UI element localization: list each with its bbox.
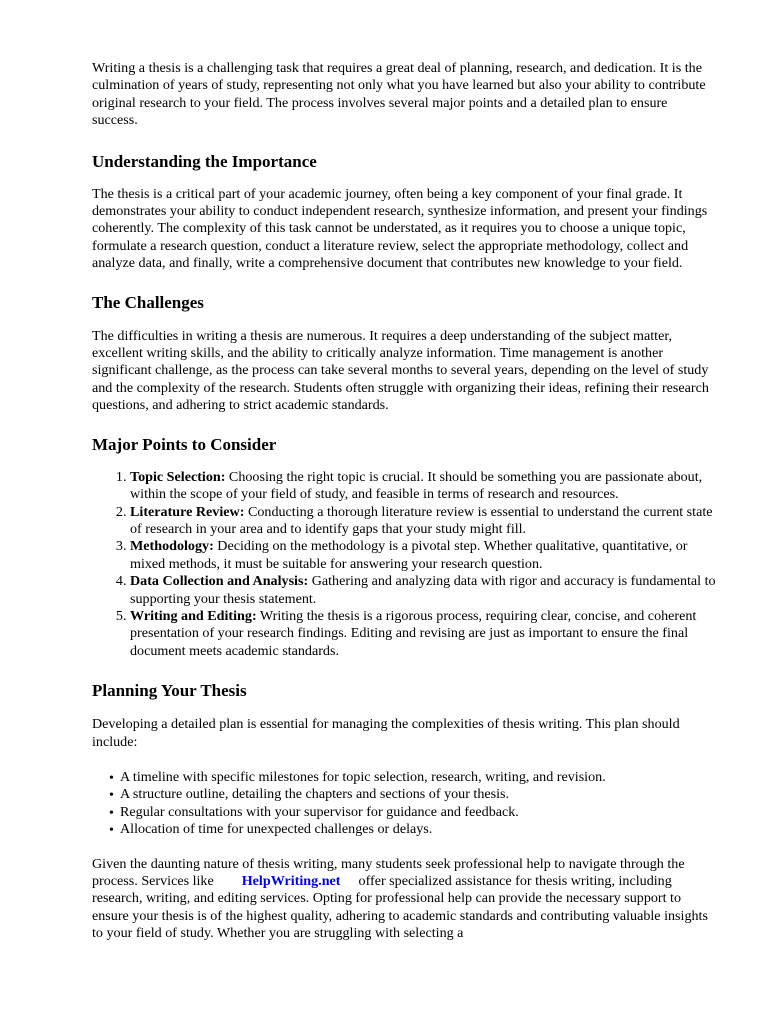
point-text: Deciding on the methodology is a pivotal step. Whether qualitative, quantitative, or mixed methods, it must be suitable for answering your research question. bbox=[130, 538, 688, 572]
point-term: Writing and Editing bbox=[130, 607, 252, 624]
heading-planning: Planning Your Thesis bbox=[92, 681, 247, 701]
major-points-list bbox=[92, 469, 716, 660]
importance-paragraph: The thesis is a critical part of your academic journey, often being a key component of your final grade. It demonstrates your ability to conduct independent research, synthesize information, and present your findings coherently. The complexity of this task cannot be understated, as it requires you to choose a unique topic, formulate a research question, conduct a literature review, select the appropriate methodology, collect and analyze data, and finally, write a comprehensive document that contributes new knowledge to your field. bbox=[92, 185, 708, 272]
point-separator: : bbox=[239, 503, 245, 520]
point-term: Literature Review bbox=[130, 503, 240, 520]
point-text: Choosing the right topic is crucial. It should be something you are passionate about, within the scope of your field of study, and feasible in terms of research and resources. bbox=[130, 468, 703, 503]
heading-understanding-importance: Understanding the Importance bbox=[92, 151, 317, 171]
point-text: Conducting a thorough literature review is essential to understand the current state of research in your area and to identify gaps that your study might fill. bbox=[130, 503, 713, 537]
bullet-text: Allocation of time for unexpected challenges or delays. bbox=[120, 821, 433, 838]
bullet-icon: • bbox=[109, 805, 114, 821]
heading-challenges: The Challenges bbox=[92, 292, 204, 312]
point-text: Writing the thesis is a rigorous process, requiring clear, concise, and coherent presentation of your research findings. Editing and revising are just as important to ensure the final document meets academic standards. bbox=[130, 607, 697, 659]
list-item bbox=[109, 768, 716, 786]
planning-paragraph: Developing a detailed plan is essential for managing the complexities of thesis writing. This plan should include: bbox=[92, 716, 680, 750]
bullet-text: A timeline with specific milestones for topic selection, research, writing, and revision. bbox=[120, 768, 606, 785]
closing-text-after-link: offer specialized assistance for thesis writing, including research, writing, and editing services. Opting for professional help can provide the necessary support to ensure your thesis is of the highest quality, adhering to academic standards and contributing valuable insights to your field of study. Whether you are struggling with selecting a bbox=[92, 873, 708, 942]
point-separator: : bbox=[209, 538, 214, 555]
point-separator: : bbox=[220, 468, 226, 485]
helpwriting-link[interactable]: HelpWriting.net bbox=[241, 873, 341, 889]
point-term: Topic Selection bbox=[130, 468, 221, 485]
bullet-icon: • bbox=[109, 823, 114, 839]
plan-bullet-list bbox=[92, 769, 716, 839]
intro-paragraph: Writing a thesis is a challenging task that requires a great deal of planning, research, and dedication. It is the culmination of years of study, representing not only what you have learned but also your ability to contribute original research to your field. The process involves several major points and a detailed plan to ensure success. bbox=[92, 60, 706, 129]
list-item bbox=[130, 504, 716, 539]
list-item bbox=[130, 538, 716, 573]
bullet-icon: • bbox=[109, 788, 114, 804]
list-item bbox=[130, 469, 716, 504]
bullet-icon: • bbox=[109, 770, 114, 786]
point-text: Gathering and analyzing data with rigor and accuracy is fundamental to supporting your thesis statement. bbox=[130, 573, 716, 607]
list-item bbox=[109, 803, 716, 821]
bullet-text: Regular consultations with your supervisor for guidance and feedback. bbox=[120, 803, 519, 820]
list-item bbox=[109, 786, 716, 804]
list-item bbox=[109, 821, 716, 839]
point-separator: : bbox=[303, 573, 309, 590]
closing-paragraph bbox=[92, 856, 716, 943]
point-separator: : bbox=[251, 607, 257, 624]
list-item bbox=[130, 573, 716, 608]
point-term: Data Collection and Analysis bbox=[130, 573, 304, 590]
list-item bbox=[130, 608, 716, 660]
bullet-text: A structure outline, detailing the chapters and sections of your thesis. bbox=[120, 786, 510, 803]
closing-text-before-link: Given the daunting nature of thesis writing, many students seek professional help to navigate through the process. Services like bbox=[92, 855, 685, 889]
challenges-paragraph: The difficulties in writing a thesis are numerous. It requires a deep understanding of the subject matter, excellent writing skills, and the ability to critically analyze information. Time management is another significant challenge, as the process can take several months to several years, depending on the level of study and the complexity of the research. Students often struggle with organizing their ideas, refining their research questions, and adhering to strict academic standards. bbox=[92, 327, 709, 414]
heading-major-points: Major Points to Consider bbox=[92, 434, 277, 454]
point-term: Methodology bbox=[130, 538, 210, 555]
